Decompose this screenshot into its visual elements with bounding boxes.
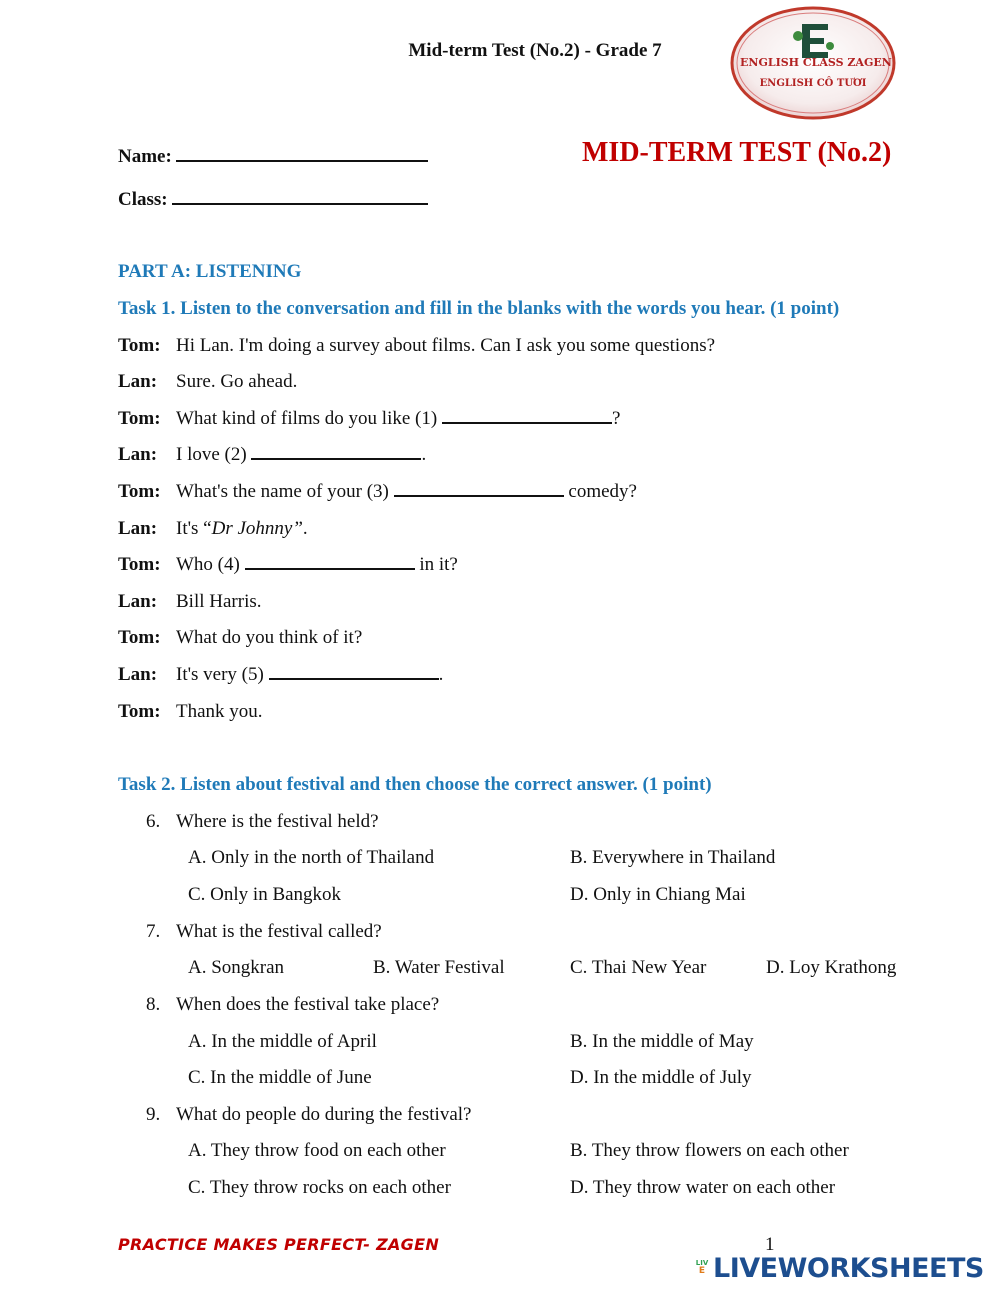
option[interactable]: D. They throw water on each other: [570, 1177, 836, 1198]
badge-bottom: E: [698, 1266, 706, 1276]
speaker: Tom:: [118, 481, 161, 502]
speaker: Tom:: [118, 408, 161, 429]
option[interactable]: B. Everywhere in Thailand: [570, 847, 776, 868]
blank-5[interactable]: [269, 664, 439, 680]
question: [146, 994, 439, 1016]
dialogue-line: [118, 518, 308, 540]
page-title: MID-TERM TEST (No.2): [582, 137, 892, 168]
dialogue-line: [118, 335, 715, 357]
dialogue-line: [118, 408, 620, 430]
header-title: Mid-term Test (No.2) - Grade 7: [408, 40, 662, 61]
part-a-heading: PART A: LISTENING: [118, 261, 302, 282]
line-text-after: ?: [611, 408, 621, 429]
line-text: I love (2): [176, 444, 247, 465]
line-text-after: .: [438, 664, 444, 685]
speaker: Tom:: [118, 627, 161, 648]
blank-2[interactable]: [251, 444, 421, 460]
blank-1[interactable]: [442, 408, 612, 424]
line-text: Thank you.: [176, 701, 263, 722]
class-field[interactable]: [118, 189, 428, 211]
class-label: Class:: [118, 189, 168, 210]
option[interactable]: A. In the middle of April: [188, 1031, 377, 1052]
question-number: 7.: [146, 921, 161, 942]
question: [146, 1104, 471, 1126]
speaker: Lan:: [118, 518, 158, 539]
speaker: Tom:: [118, 335, 161, 356]
question-text: Where is the festival held?: [176, 811, 379, 832]
line-text: What do you think of it?: [176, 627, 363, 648]
logo-text-top: ENGLISH CLASS ZAGEN: [740, 56, 892, 69]
question-number: 8.: [146, 994, 161, 1015]
class-blank[interactable]: [172, 203, 428, 205]
question-text: What is the festival called?: [176, 921, 382, 942]
line-text: It's “: [176, 518, 212, 539]
option[interactable]: A. They throw food on each other: [188, 1140, 446, 1161]
line-text-after: .: [302, 518, 308, 539]
option[interactable]: D. Loy Krathong: [766, 957, 897, 978]
footer-motto: PRACTICE MAKES PERFECT- ZAGEN: [118, 1235, 440, 1254]
liveworksheets-badge: [692, 1256, 712, 1280]
liveworksheets-logo[interactable]: [692, 1253, 984, 1283]
logo-text-bottom: ENGLISH CÔ TƯƠI: [759, 78, 867, 89]
option[interactable]: B. In the middle of May: [570, 1031, 754, 1052]
speaker: Lan:: [118, 591, 158, 612]
liveworksheets-text: LIVEWORKSHEETS: [713, 1252, 984, 1284]
line-text-after: comedy?: [568, 481, 637, 502]
blank-3[interactable]: [394, 481, 564, 497]
dialogue-line: [118, 591, 262, 613]
speaker: Lan:: [118, 371, 158, 392]
badge-top: LIV: [695, 1259, 709, 1267]
option[interactable]: C. They throw rocks on each other: [188, 1177, 451, 1198]
dialogue-line: [118, 664, 443, 686]
option[interactable]: D. Only in Chiang Mai: [570, 884, 746, 905]
line-text: Hi Lan. I'm doing a survey about films. Can I ask you some questions?: [176, 335, 716, 356]
question-text: When does the festival take place?: [176, 994, 440, 1015]
blank-4[interactable]: [245, 554, 415, 570]
line-text: It's very (5): [176, 664, 264, 685]
task1-heading: Task 1. Listen to the conversation and fill in the blanks with the words you hear. (1 point): [118, 298, 840, 319]
line-text-after: in it?: [419, 554, 458, 575]
question-number: 9.: [146, 1104, 161, 1125]
option[interactable]: C. In the middle of June: [188, 1067, 372, 1088]
line-text: Bill Harris.: [176, 591, 262, 612]
option[interactable]: C. Thai New Year: [570, 957, 707, 978]
option[interactable]: C. Only in Bangkok: [188, 884, 342, 905]
dialogue-line: [118, 627, 362, 649]
dialogue-line: [118, 554, 458, 576]
line-text: Sure. Go ahead.: [176, 371, 298, 392]
option[interactable]: B. They throw flowers on each other: [570, 1140, 849, 1161]
speaker: Tom:: [118, 701, 161, 722]
option[interactable]: A. Songkran: [188, 957, 285, 978]
page-number: 1: [765, 1234, 775, 1255]
line-text: What kind of films do you like (1): [176, 408, 438, 429]
line-text: What's the name of your (3): [176, 481, 389, 502]
name-field[interactable]: [118, 146, 428, 168]
name-blank[interactable]: [176, 160, 428, 162]
question-text: What do people do during the festival?: [176, 1104, 472, 1125]
option[interactable]: D. In the middle of July: [570, 1067, 752, 1088]
question: [146, 921, 382, 943]
dialogue-line: [118, 371, 297, 393]
task2-heading: Task 2. Listen about festival and then choose the correct answer. (1 point): [118, 774, 712, 795]
dialogue-line: [118, 444, 426, 466]
name-label: Name:: [118, 146, 172, 167]
dialogue-line: [118, 701, 263, 723]
speaker: Lan:: [118, 664, 158, 685]
speaker: Tom:: [118, 554, 161, 575]
option[interactable]: A. Only in the north of Thailand: [188, 847, 435, 868]
line-text: Who (4): [176, 554, 240, 575]
line-text-after: .: [421, 444, 427, 465]
option[interactable]: B. Water Festival: [373, 957, 505, 978]
question-number: 6.: [146, 811, 161, 832]
dialogue-line: [118, 481, 637, 503]
speaker: Lan:: [118, 444, 158, 465]
film-title: Dr Johnny”: [211, 518, 303, 539]
question: [146, 811, 379, 833]
